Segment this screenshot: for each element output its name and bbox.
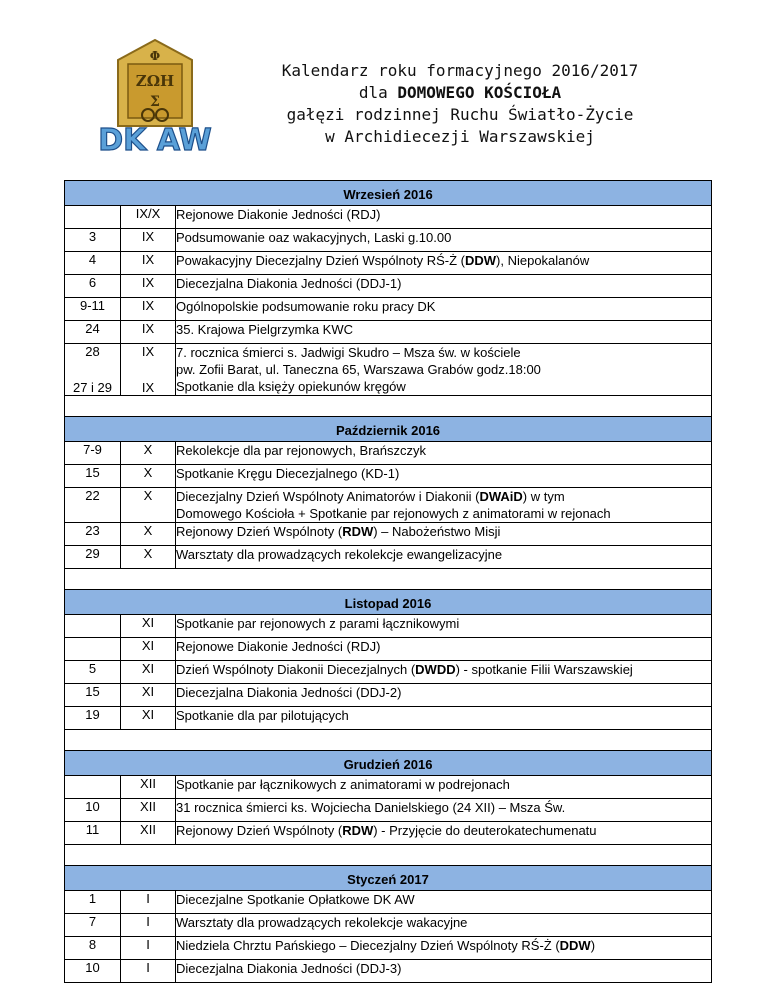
day-cell: 6: [65, 275, 121, 298]
day-cell: 15: [65, 465, 121, 488]
table-row: [65, 206, 712, 229]
svg-text:Φ: Φ: [149, 49, 161, 63]
header-line-1: Kalendarz roku formacyjnego 2016/2017: [281, 61, 639, 80]
header-line-4: w Archidiecezji Warszawskiej: [325, 127, 595, 146]
day-cell: 7-9: [65, 442, 121, 465]
table-row: [65, 891, 712, 914]
day-cell: [65, 776, 121, 799]
day-cell: 4: [65, 252, 121, 275]
table-row: [65, 546, 712, 569]
event-cell: Warsztaty dla prowadzących rekolekcje wakacyjne: [176, 914, 712, 937]
logo-text: DK AW: [98, 123, 212, 156]
table-row: [65, 229, 712, 252]
month-header: Październik 2016: [65, 417, 712, 442]
month-cell: IX: [121, 321, 176, 344]
month-cell: I: [121, 937, 176, 960]
dk-aw-logo: [80, 38, 230, 156]
day-cell: [65, 638, 121, 661]
day-cell: 11: [65, 822, 121, 845]
table-row: [65, 937, 712, 960]
day-cell: 19: [65, 707, 121, 730]
table-row: [65, 661, 712, 684]
month-cell: IX: [121, 229, 176, 252]
event-cell: 7. rocznica śmierci s. Jadwigi Skudro – Msza św. w kościele pw. Zofii Barat, ul. Taneczna 65, Warszawa Grabów godz.18:00 Spotkanie dla księży opiekunów kręgów: [176, 344, 712, 396]
day-cell: 5: [65, 661, 121, 684]
month-cell: X: [121, 546, 176, 569]
day-cell: 28 27 i 29: [65, 344, 121, 396]
event-cell: Podsumowanie oaz wakacyjnych, Laski g.10.00: [176, 229, 712, 252]
month-cell: XI: [121, 615, 176, 638]
month-cell: IX: [121, 298, 176, 321]
day-cell: 23: [65, 523, 121, 546]
event-cell: Diecezjalne Spotkanie Opłatkowe DK AW: [176, 891, 712, 914]
table-row: [65, 684, 712, 707]
table-row: [65, 465, 712, 488]
table-row: [65, 799, 712, 822]
month-cell: X: [121, 465, 176, 488]
month-cell: X: [121, 442, 176, 465]
event-cell: Niedziela Chrztu Pańskiego – Diecezjalny Dzień Wspólnoty RŚ-Ż (DDW): [176, 937, 712, 960]
table-row: [65, 298, 712, 321]
day-cell: 1: [65, 891, 121, 914]
event-cell: Spotkanie par łącznikowych z animatorami w podrejonach: [176, 776, 712, 799]
header-line-2: dla DOMOWEGO KOŚCIOŁA: [358, 83, 562, 102]
month-cell: X: [121, 488, 176, 523]
month-cell: XI: [121, 684, 176, 707]
month-cell: XI: [121, 707, 176, 730]
day-cell: 22: [65, 488, 121, 523]
table-row: [65, 707, 712, 730]
event-cell: Dzień Wspólnoty Diakonii Diecezjalnych (DWDD) - spotkanie Filii Warszawskiej: [176, 661, 712, 684]
document-header: [240, 60, 680, 148]
event-cell: Diecezjalna Diakonia Jedności (DDJ-1): [176, 275, 712, 298]
month-cell: I: [121, 914, 176, 937]
event-cell: Powakacyjny Diecezjalny Dzień Wspólnoty RŚ-Ż (DDW), Niepokalanów: [176, 252, 712, 275]
event-cell: Rejonowy Dzień Wspólnoty (RDW) - Przyjęcie do deuterokatechumenatu: [176, 822, 712, 845]
day-cell: [65, 615, 121, 638]
month-header: Styczeń 2017: [65, 866, 712, 891]
section-spacer: [65, 730, 712, 751]
section-spacer: [65, 569, 712, 590]
month-cell: XII: [121, 822, 176, 845]
day-cell: 29: [65, 546, 121, 569]
calendar-table: [64, 180, 712, 983]
table-row: [65, 252, 712, 275]
event-cell: Warsztaty dla prowadzących rekolekcje ewangelizacyjne: [176, 546, 712, 569]
day-cell: 9-11: [65, 298, 121, 321]
event-cell: Spotkanie Kręgu Diecezjalnego (KD-1): [176, 465, 712, 488]
table-row: [65, 638, 712, 661]
event-cell: Spotkanie par rejonowych z parami łącznikowymi: [176, 615, 712, 638]
month-cell: I: [121, 891, 176, 914]
table-row: [65, 275, 712, 298]
month-cell: X: [121, 523, 176, 546]
month-cell: IX IX: [121, 344, 176, 396]
month-header: Grudzień 2016: [65, 751, 712, 776]
section-spacer: [65, 396, 712, 417]
month-cell: XI: [121, 661, 176, 684]
table-row: [65, 822, 712, 845]
event-cell: Diecezjalny Dzień Wspólnoty Animatorów i Diakonii (DWAiD) w tym Domowego Kościoła + Spotkanie par rejonowych z animatorami w rejonach: [176, 488, 712, 523]
day-cell: 7: [65, 914, 121, 937]
table-row: [65, 914, 712, 937]
table-row: [65, 344, 712, 396]
day-cell: 8: [65, 937, 121, 960]
table-row: [65, 442, 712, 465]
month-cell: IX: [121, 275, 176, 298]
section-spacer: [65, 845, 712, 866]
event-cell: Spotkanie dla par pilotujących: [176, 707, 712, 730]
table-row: [65, 615, 712, 638]
month-cell: IX/X: [121, 206, 176, 229]
table-row: [65, 960, 712, 983]
month-header: Listopad 2016: [65, 590, 712, 615]
table-row: [65, 523, 712, 546]
event-cell: Rejonowe Diakonie Jedności (RDJ): [176, 206, 712, 229]
day-cell: [65, 206, 121, 229]
month-cell: XI: [121, 638, 176, 661]
event-cell: Rejonowe Diakonie Jedności (RDJ): [176, 638, 712, 661]
day-cell: 10: [65, 799, 121, 822]
day-cell: 3: [65, 229, 121, 252]
event-cell: Diecezjalna Diakonia Jedności (DDJ-3): [176, 960, 712, 983]
month-cell: XII: [121, 776, 176, 799]
event-cell: Diecezjalna Diakonia Jedności (DDJ-2): [176, 684, 712, 707]
month-cell: XII: [121, 799, 176, 822]
event-cell: 35. Krajowa Pielgrzymka KWC: [176, 321, 712, 344]
svg-text:Σ: Σ: [150, 94, 160, 110]
header-line-3: gałęzi rodzinnej Ruchu Światło-Życie: [286, 105, 634, 124]
event-cell: 31 rocznica śmierci ks. Wojciecha Danielskiego (24 XII) – Msza Św.: [176, 799, 712, 822]
table-row: [65, 776, 712, 799]
day-cell: 10: [65, 960, 121, 983]
event-cell: Rejonowy Dzień Wspólnoty (RDW) – Nabożeństwo Misji: [176, 523, 712, 546]
month-cell: IX: [121, 252, 176, 275]
day-cell: 15: [65, 684, 121, 707]
month-header: Wrzesień 2016: [65, 181, 712, 206]
event-cell: Ogólnopolskie podsumowanie roku pracy DK: [176, 298, 712, 321]
svg-text:ΖΩΗ: ΖΩΗ: [135, 72, 175, 90]
table-row: [65, 488, 712, 523]
event-cell: Rekolekcje dla par rejonowych, Brańszczyk: [176, 442, 712, 465]
month-cell: I: [121, 960, 176, 983]
table-row: [65, 321, 712, 344]
day-cell: 24: [65, 321, 121, 344]
